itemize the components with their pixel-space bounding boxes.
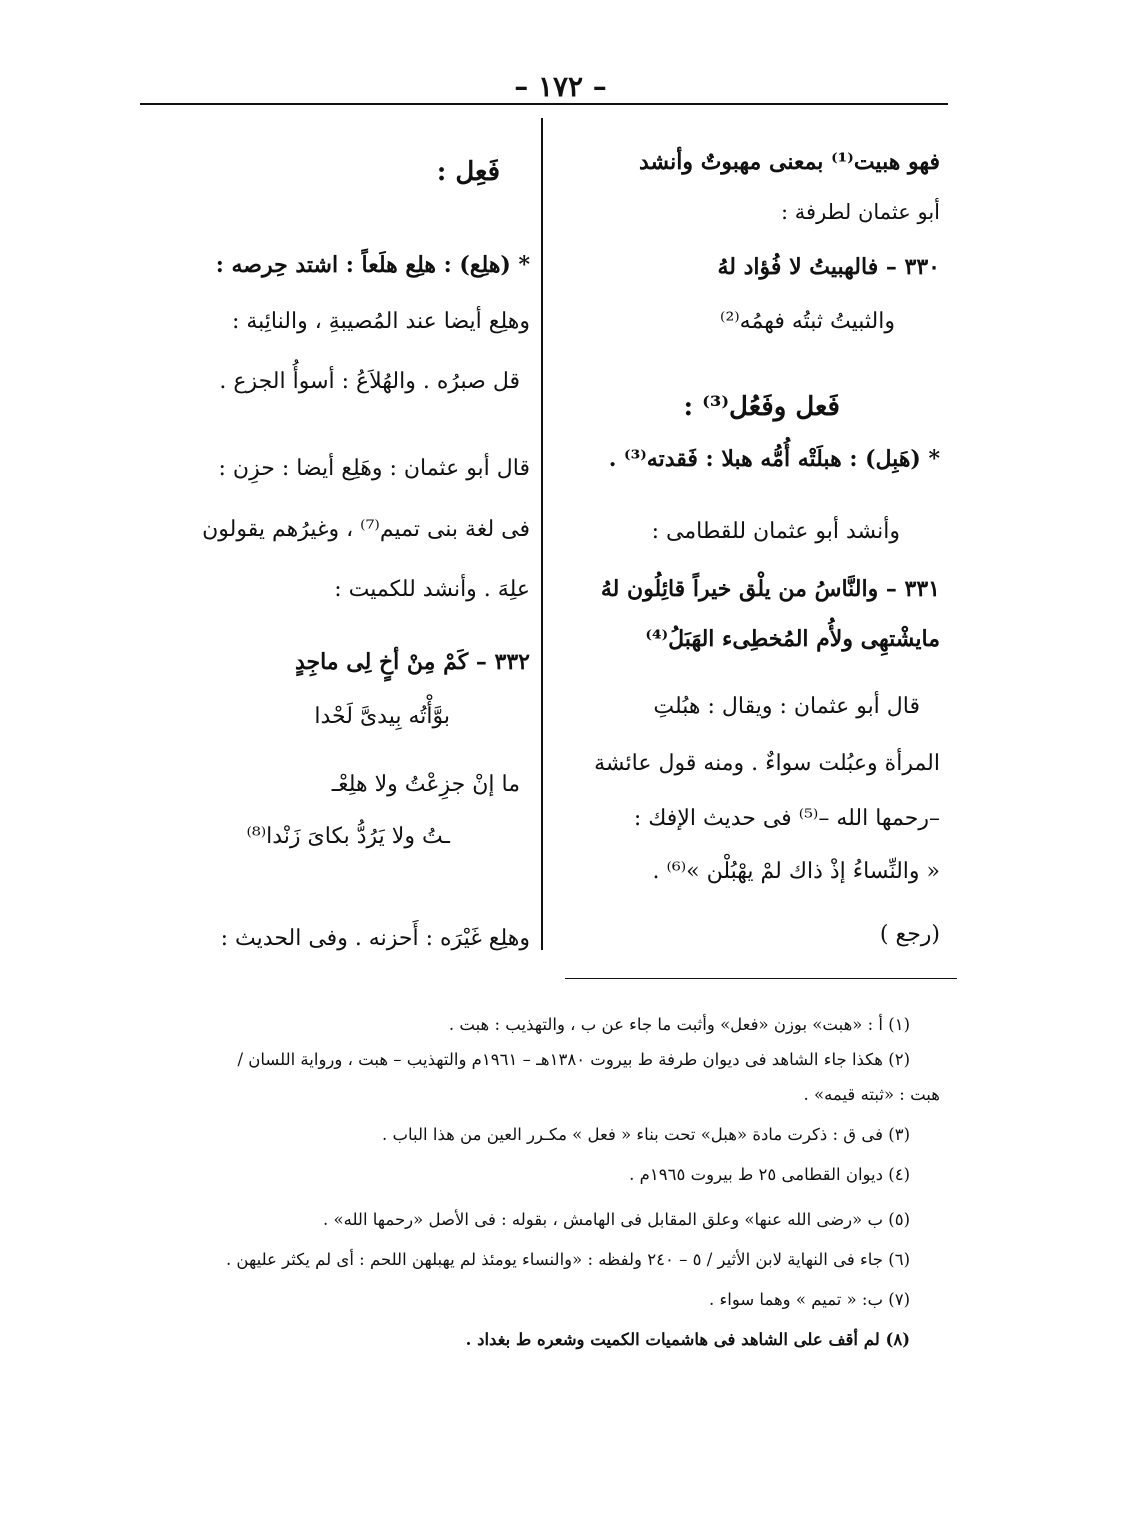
text-line: فهو هبيت⁽¹⁾ بمعنى مهبوتٌ وأنشد — [639, 149, 940, 175]
text-line: قال أبو عثمان : ويقال : هبُلتِ — [653, 694, 920, 719]
footnote-rule — [565, 978, 957, 979]
text-line: قل صبرُه . والهُلاَعُ : أسوأُ الجزع . — [219, 369, 520, 394]
verse-330-first: ٣٣٠ – فالهبيتُ لا فُؤاد لهُ — [717, 254, 940, 280]
footnote-continuation: هبت : «ثبته قيمه» . — [803, 1085, 940, 1104]
verse-332-fourth: ـتُ ولا يَرُدُّ بكاىَ زَنْدا⁽⁸⁾ — [246, 824, 450, 849]
text-line: وهلِع غَيْرَه : أَحزنه . وفى الحديث : — [220, 926, 530, 951]
header-rule — [140, 103, 948, 105]
verse-332-first: ٣٣٢ – كَمْ مِنْ أخٍ لِى ماجِدٍ — [294, 649, 530, 675]
text-line: وأنشد أبو عثمان للقطامى : — [651, 519, 900, 544]
footnote: (٣) فى ق : ذكرت مادة «هبل» تحت بناء « فعل » مكـرر العين من هذا الباب . — [381, 1125, 910, 1144]
text-line: علِهَ . وأنشد للكميت : — [334, 577, 530, 602]
text-line: أبو عثمان لطرفة : — [781, 200, 940, 224]
verse-331-first: ٣٣١ – والنَّاسُ من يلْق خيراً قائِلُون لهُ — [600, 576, 940, 602]
entry-halia: * (هلِع) : هلِع هلَعاً : اشتد حِرصه : — [215, 252, 530, 278]
text-line: قال أبو عثمان : وهَلِع أيضا : حزِن : — [218, 456, 530, 481]
footnote: (٦) جاء فى النهاية لابن الأثير / ٥ – ٢٤٠ ولفظه : «والنساء يومئذ لم يهبلهن اللحم : أى لم يكثر عليهن . — [225, 1250, 910, 1269]
footnote: (٧) ب: « تميم » وهما سواء . — [708, 1290, 910, 1309]
footnote: (٢) هكذا جاء الشاهد فى ديوان طرفة ط بيروت ١٣٨٠هـ – ١٩٦١م والتهذيب – هبت ، ورواية اللسان / — [237, 1050, 910, 1069]
text-line: وهلِع أيضا عند المُصيبةِ ، والنائِبة : — [231, 309, 530, 334]
verse-330-second: والثبيتُ ثبتُه فهمُه⁽²⁾ — [720, 309, 895, 334]
footnote: (٤) ديوان القطامى ٢٥ ط بيروت ١٩٦٥م . — [629, 1165, 910, 1184]
footnote: (٨) لم أقف على الشاهد فى هاشميات الكميت وشعره ط بغداد . — [465, 1330, 910, 1349]
section-heading: فَعل وفَعُل⁽³⁾ : — [683, 392, 840, 422]
entry-habil: * (هَبِل) : هبلَتْه أُمُّه هبلا : فَقدته⁽³⁾ . — [608, 446, 940, 472]
text-line: (رجع ) — [879, 922, 940, 947]
text-line: « والنِّساءُ إذْ ذاك لمْ يهْبُلْن »⁽⁶⁾ . — [652, 859, 940, 884]
page-number: – ١٧٢ – — [514, 70, 607, 103]
verse-332-second: بوَّأْتُه بِيدىَّ لَحْدا — [314, 704, 450, 729]
column-divider — [541, 118, 543, 950]
section-heading: فَعِل : — [436, 157, 500, 187]
verse-331-second: مايشْتهِى ولأُم المُخطِىء الهَبَلُ⁽⁴⁾ — [645, 626, 940, 652]
footnote: (٥) ب «رضى الله عنها» وعلق المقابل فى الهامش ، بقوله : فى الأصل «رحمها الله» . — [323, 1210, 910, 1229]
verse-332-third: ما إنْ جزِعْتُ ولا هلِعْـ — [331, 772, 520, 797]
footnote: (١) أ : «هبت» بوزن «فعل» وأثبت ما جاء عن ب ، والتهذيب : هبت . — [448, 1015, 910, 1034]
text-line: فى لغة بنى تميم⁽⁷⁾ ، وغيرُهم يقولون — [202, 517, 530, 542]
text-line: المرأة وعبُلت سواءٌ . ومنه قول عائشة — [594, 751, 940, 776]
text-line: –رحمها الله –⁽⁵⁾ فى حديث الإفك : — [633, 806, 940, 831]
